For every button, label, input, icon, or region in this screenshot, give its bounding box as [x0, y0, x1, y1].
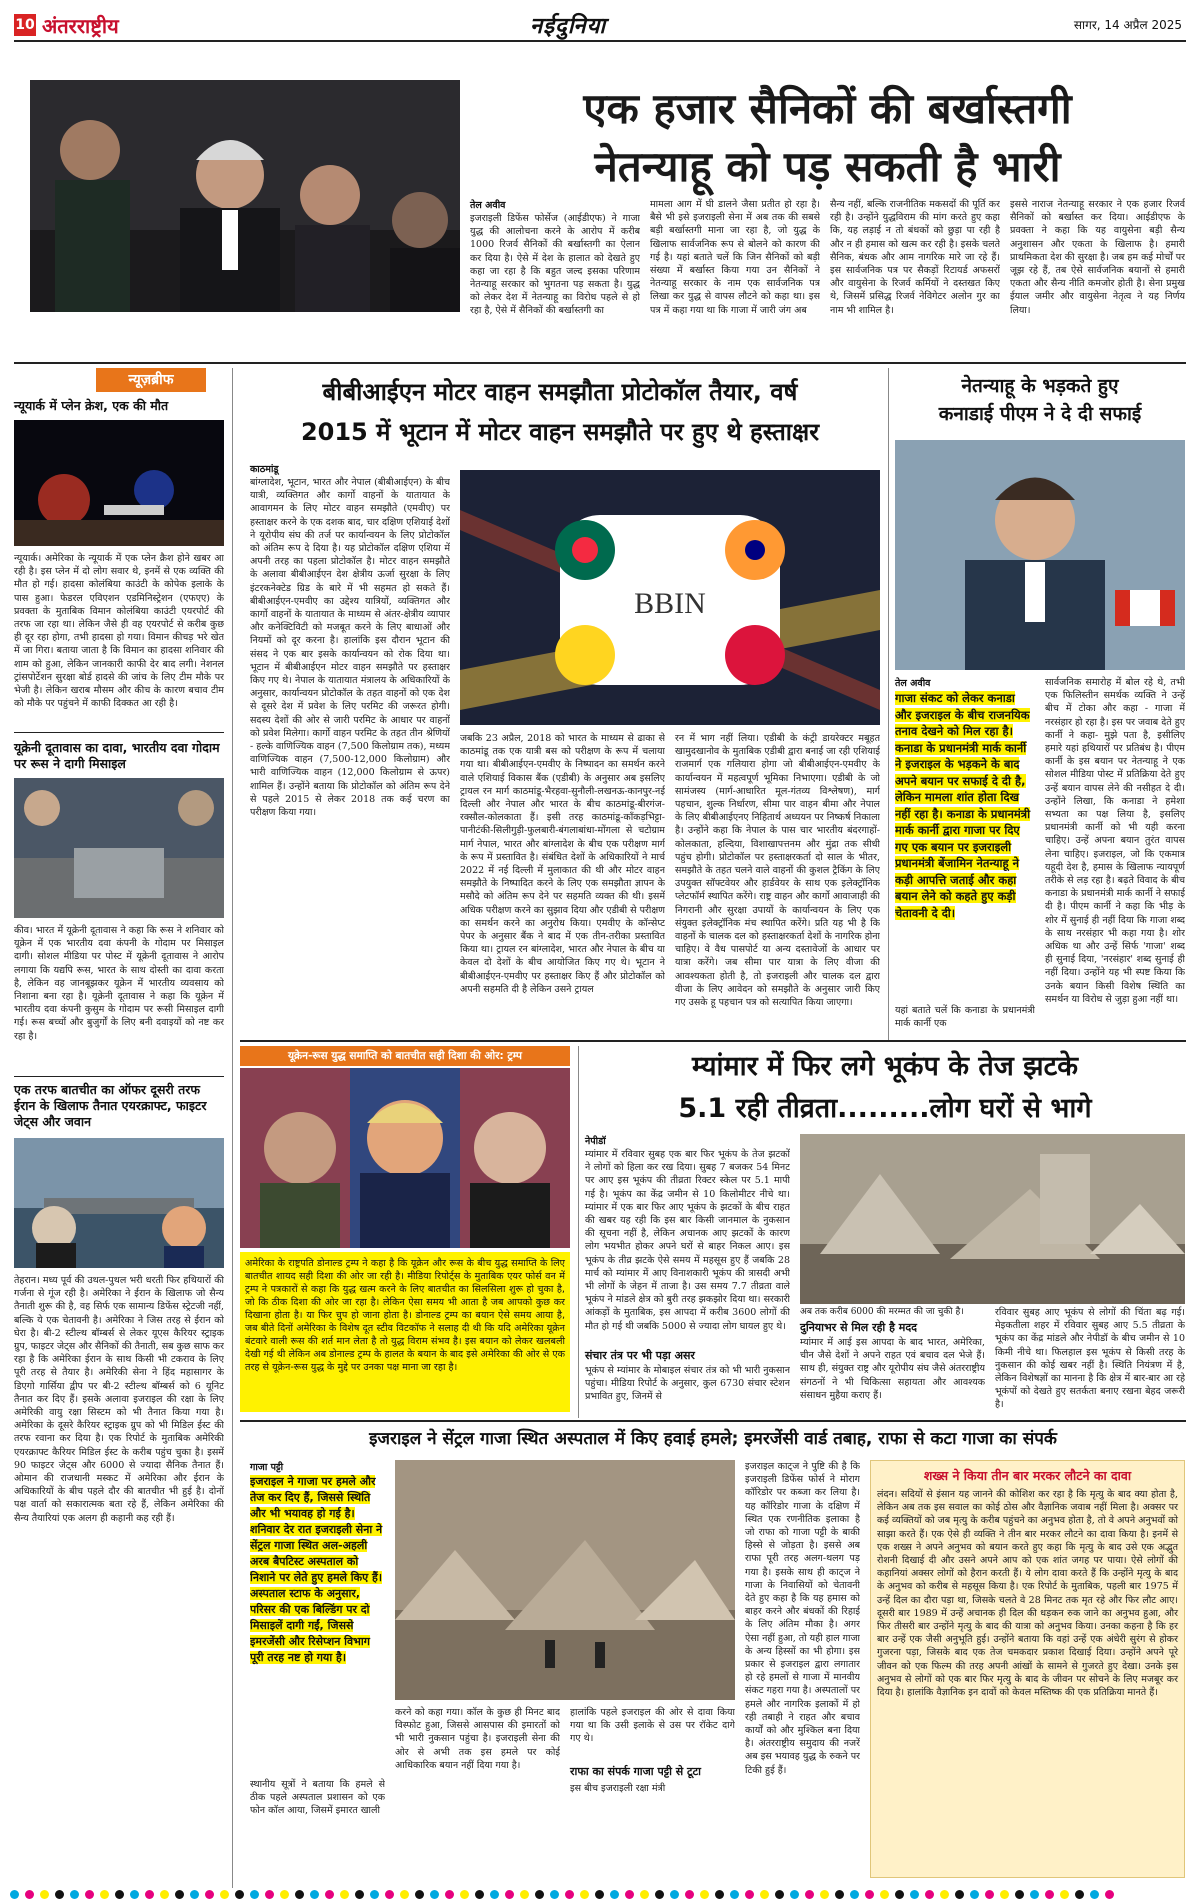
- registration-dot: [160, 1890, 169, 1899]
- registration-dot: [1105, 1890, 1114, 1899]
- gaza-photo: [395, 1460, 735, 1700]
- myanmar-photo-caption: अब तक करीब 6000 की मरम्मत की जा चुकी है।: [800, 1307, 964, 1317]
- registration-dot: [205, 1890, 214, 1899]
- bbin-dateline: काठमांडू: [250, 464, 279, 475]
- gaza-dateline: गाजा पट्टी: [250, 1462, 284, 1473]
- registration-dot: [220, 1890, 229, 1899]
- lead-headline-line1: एक हजार सैनिकों की बर्खास्तगी: [583, 84, 1072, 133]
- near-death-title: शख्स ने किया तीन बार मरकर लौटने का दावा: [923, 1468, 1132, 1483]
- brief2-title: यूक्रेनी दूतावास का दावा, भारतीय दवा गोदाम पर रूस ने दागी मिसाइल: [14, 740, 220, 771]
- myanmar-col3: रविवार सुबह आए भूकंप से लोगों की चिंता बढ़ गई। मेइकतीला शहर में रविवार सुबह आए 5.5 तीव्रता के भूकंप का केंद्र मांडले और नेपीडॉ के बीच जमीन से 10 किमी नीचे था। फिलहाल इस भूकंप से किसी तरह के नुकसान की कोई खबर नहीं है। स्थिति नियंत्रण में है, लेकिन विशेषज्ञों का मानना है कि क्षेत्र में बार-बार आ रहे भूकंपों को देखते हुए सतर्कता बनाए रखना बेहद जरूरी है।: [995, 1307, 1185, 1411]
- registration-dot: [1045, 1890, 1054, 1899]
- myanmar-headline-line1: म्यांमार में फिर लगे भूकंप के तेज झटके: [692, 1051, 1078, 1082]
- registration-dot: [265, 1890, 274, 1899]
- zelensky-putin-image: [14, 778, 224, 918]
- registration-dot: [970, 1890, 979, 1899]
- trudeau-photo: [895, 440, 1185, 670]
- bbin-logo-graphic: [460, 470, 880, 725]
- registration-dot: [325, 1890, 334, 1899]
- bbin-headline-line2: 2015 में भूटान में मोटर वाहन समझौते पर हुए थे हस्ताक्षर: [300, 418, 820, 446]
- trudeau-headline: [895, 372, 1185, 428]
- registration-dot: [535, 1890, 544, 1899]
- gaza-col3b: इस बीच इजराइली रक्षा मंत्री: [570, 1783, 666, 1794]
- gaza-col2: करने को कहा गया। कॉल के कुछ ही मिनट बाद विस्फोट हुआ, जिससे आसपास की इमारतों को भी भारी नुकसान पहुंचा है। इजराइली सेना की ओर से अभी तक इस हमले पर कोई आधिकारिक बयान नहीं दिया गया है।: [395, 1707, 560, 1771]
- ukraine-photo: [14, 778, 224, 918]
- trudeau-headline-line2: कनाडाई पीएम ने दे दी सफाई: [938, 403, 1142, 425]
- myanmar-subhead1: संचार तंत्र पर भी पड़ा असर: [585, 1349, 695, 1362]
- registration-dot: [1075, 1890, 1084, 1899]
- registration-dot: [850, 1890, 859, 1899]
- registration-dot: [235, 1890, 244, 1899]
- gaza-subhead: राफा का संपर्क गाजा पट्टी से टूटा: [570, 1765, 701, 1778]
- earthquake-rubble-image: [800, 1134, 1185, 1304]
- registration-dot: [715, 1890, 724, 1899]
- page-number: 10: [14, 14, 36, 36]
- registration-dot: [775, 1890, 784, 1899]
- section-title: अंतरराष्ट्रीय: [42, 14, 119, 38]
- registration-dot: [940, 1890, 949, 1899]
- registration-dot: [610, 1890, 619, 1899]
- registration-dot: [430, 1890, 439, 1899]
- trump-text-box: [240, 1252, 570, 1412]
- color-registration-strip: [0, 1888, 1200, 1900]
- brief2-text: कीव। भारत में यूक्रेनी दूतावास ने कहा कि रूस ने शनिवार को यूक्रेन में एक भारतीय दवा कंपनी के गोदाम पर मिसाइल दागी। सोशल मीडिया पर पोस्ट में यूक्रेनी दूतावास ने आरोप लगाया कि यद्यपि रूस, भारत के साथ दोस्ती का दावा करता है, लेकिन वह जानबूझकर यूक्रेन में भारतीय व्यवसाय को निशाना बना रहा है। यूक्रेनी दूतावास ने कहा कि यूक्रेन में भारतीय दवा कंपनी कुसुम के गोदाम पर रूसी मिसाइल दागी गई। रूस बच्चों और बुजुर्गों के लिए बनी दवाइयों को नष्ट कर रहा है।: [14, 925, 224, 1042]
- bbin-headline: [240, 372, 880, 452]
- registration-dot: [415, 1890, 424, 1899]
- registration-dot: [385, 1890, 394, 1899]
- gaza-col4: इजराइल काट्ज ने पुष्टि की है कि इजराइली डिफेंस फोर्स ने मोराग कॉरिडोर पर कब्जा कर लिया है। यह कॉरिडोर गाजा के दक्षिण में स्थित एक रणनीतिक इलाका है जो राफा को गाजा पट्टी के बाकी हिस्से से जोड़ता है। इससे अब राफा पूरी तरह अलग-थलग पड़ गया है। इसके साथ ही काट्ज ने गाजा के निवासियों को चेतावनी देते हुए कहा है कि यह हमास को बाहर करने और बंधकों की रिहाई के लिए अंतिम मौका है। अगर ऐसा नहीं हुआ, तो यही हाल गाजा के अन्य हिस्सों का भी होगा। इस प्रकार से इजराइल द्वारा लगातार हो रहे हमलों से गाजा में मानवीय संकट गहरा गया है। अस्पतालों पर हमले और नागरिक इलाकों में हो रही तबाही ने राहत और बचाव कार्यों को और मुश्किल बना दिया है। अंतरराष्ट्रीय समुदाय की नजरें अब इस भयावह युद्ध के रुकने पर टिकी हुई हैं।: [745, 1461, 860, 1776]
- myanmar-col1: म्यांमार में रविवार सुबह एक बार फिर भूकंप के तेज झटकों ने लोगों को हिला कर रख दिया। सुबह 7 बजकर 54 मिनट पर आए इस भूकंप की तीव्रता रिक्टर स्केल पर 5.1 मापी गई है। भूकंप का केंद्र जमीन से 10 किलोमीटर नीचे था। म्यांमार में एक बार फिर आए भूकंप के झटकों के बीच राहत की खबर यह रही कि इस बार किसी जानमाल के नुकसान की सूचना नहीं है, लेकिन अचानक आए झटकों के कारण लोग भयभीत होकर अपने घरों से बाहर निकल आए। इस भूकंप के तीव्र झटके ऐसे समय में महसूस हुए हैं जबकि 28 मार्च को म्यांमार में आए विनाशकारी भूकंप की त्रासदी अभी भी लोगों के जेहन में ताजा है। उस समय 7.7 तीव्रता वाले भूकंप ने मांडले क्षेत्र को बुरी तरह झकझोर दिया था। सरकारी आंकड़ों के मुताबिक, इस आपदा में करीब 3600 लोगों की मौत हो गई थी जबकि 5000 से ज्यादा लोग घायल हुए थे।: [585, 1149, 790, 1332]
- registration-dot: [1030, 1890, 1039, 1899]
- registration-dot: [520, 1890, 529, 1899]
- gaza-highlight-text: इजराइल ने गाजा पर हमले और तेज कर दिए हैं, जिससे स्थिति और भी भयावह हो गई है। शनिवार देर रात इजराइली सेना ने सेंट्रल गाजा स्थित अल-अहली अरब बैपटिस्ट अस्पताल को निशाने पर लेते हुए हमले किए हैं। अस्पताल स्टाफ के अनुसार, परिसर की एक बिल्डिंग पर दो मिसाइलें दागी गईं, जिससे इमरजेंसी और रिसेप्शन विभाग पूरी तरह नष्ट हो गया है।: [250, 1475, 383, 1664]
- trudeau-col2: सार्वजनिक समारोह में बोल रहे थे, तभी एक फिलिस्तीन समर्थक व्यक्ति ने उन्हें बीच में टोका और कहा - गाजा में नरसंहार हो रहा है। इस पर जवाब देते हुए कार्नी ने कहा- मुझे पता है, इसीलिए हमारे यहां हथियारों पर प्रतिबंध है। पीएम कार्नी के इस बयान पर नेतन्याहू ने एक सोशल मीडिया पोस्ट में प्रतिक्रिया देते हुए उन्हें बयान वापस लेने की नसीहत दे दी। उन्होंने लिखा, कि कनाडा ने हमेशा सभ्यता का पक्ष लिया है, इसलिए प्रधानमंत्री कार्नी को भी यही करना चाहिए। उन्हें अपना बयान तुरंत वापस लेना चाहिए। इजराइल, जो कि एकमात्र यहूदी देश है, हमास के खिलाफ न्यायपूर्ण तरीके से लड़ रहा है। बढ़ते विवाद के बीच कनाडा के प्रधानमंत्री मार्क कार्नी ने सफाई दी है। पीएम कार्नी ने कहा कि भीड़ के शोर में सुनाई ही नहीं दिया कि गाजा शब्द के साथ नरसंहार भी कहा गया है। शोर अधिक था और उन्हें सिर्फ 'गाजा' शब्द ही सुनाई दिया, 'नरसंहार' शब्द सुनाई ही नहीं दिया। उन्होंने यह भी स्पष्ट किया कि उनके बयान किसी विशेष स्थिति का समर्थन या विरोध से जुड़ा हुआ नहीं था।: [1045, 677, 1185, 1005]
- bbin-col2: जबकि 23 अप्रैल, 2018 को भारत के माध्यम से ढाका से काठमांडू तक एक यात्री बस को परीक्षण के रूप में चलाया गया था। बीबीआईएन-एमवीए के निष्पादन का समर्थन करने वाले एशियाई विकास बैंक (एडीबी) के अनुसार अब इसलिए ट्रायल रन मार्ग काठमांडू-भैरहवा-सुनौली-लखनऊ-कानपुर-नई दिल्ली और नेपाल और भारत के बीच काठमांडू-बीरगंज-रक्सौल-कोलकाता हैं। इसी तरह काठमांडू-काँकड़भिट्टा-पानीटंकी-सिलीगुड़ी-फुलबारी-बंगलाबांधा-मोंगला से चटोग्राम मार्ग नेपाल, भारत और बांग्लादेश के बीच एक परीक्षण मार्ग के रूप में प्रस्तावित है। संबंधित देशों के अधिकारियों ने मार्च 2022 में नई दिल्ली में मुलाकात की थी और मोटर वाहन समझौते के निष्पादित करने के लिए एक समझौता ज्ञापन के मसौदे को अंतिम रूप देने पर सहमति व्यक्त की थी। इसमें अधिक परीक्षण करने का सुझाव दिया और एडीबी से परीक्षण का समर्थन करने का अनुरोध किया। एमवीए के कॉन्सेप्ट पेपर के अनुसार बैंक ने बाद में एक तीन-तरीका प्रस्तावित किया था। ट्रायल रन बांग्लादेश, भारत और नेपाल के बीच या केवल दो देशों के बीच आयोजित किए गए थे। भूटान ने बीबीआईएन-एमवीए पर हस्ताक्षर किए हैं और प्रोटोकॉल को अपनी सहमति दी है लेकिन उसने ट्रायल: [460, 733, 665, 995]
- registration-dot: [70, 1890, 79, 1899]
- registration-dot: [730, 1890, 739, 1899]
- plane-crash-photo: [14, 420, 224, 546]
- bbin-flags-image: [460, 470, 880, 725]
- registration-dot: [25, 1890, 34, 1899]
- registration-dot: [640, 1890, 649, 1899]
- registration-dot: [310, 1890, 319, 1899]
- netanyahu-cabinet-image: [30, 80, 460, 312]
- registration-dot: [460, 1890, 469, 1899]
- registration-dot: [760, 1890, 769, 1899]
- registration-dot: [625, 1890, 634, 1899]
- registration-dot: [910, 1890, 919, 1899]
- registration-dot: [835, 1890, 844, 1899]
- registration-dot: [655, 1890, 664, 1899]
- lead-headline: [470, 80, 1185, 196]
- registration-dot: [820, 1890, 829, 1899]
- registration-dot: [745, 1890, 754, 1899]
- registration-dot: [580, 1890, 589, 1899]
- khamenei-trump-carrier-image: [14, 1138, 224, 1268]
- zelensky-trump-putin-image: [240, 1068, 570, 1248]
- lead-headline-line2: नेतन्याहू को पड़ सकती है भारी: [594, 142, 1061, 191]
- gaza-destruction-image: [395, 1460, 735, 1700]
- trudeau-highlight-tail: यहां बताते चलें कि कनाडा के प्रधानमंत्री मार्क कार्नी एक: [895, 1005, 1035, 1030]
- bbin-logo-text: BBIN: [634, 587, 706, 620]
- myanmar-photo: [800, 1134, 1185, 1304]
- gaza-col3: हालांकि पहले इजराइल की ओर से दावा किया गया था कि उसी इलाके से उस पर रॉकेट दागे गए थे।: [570, 1707, 735, 1745]
- canadian-pm-image: [895, 440, 1185, 670]
- lead-col3: सैन्य नहीं, बल्कि राजनीतिक मकसदों की पूर्ति कर रही है। उन्होंने युद्धविराम की मांग करते हुए कहा कि, यह लड़ाई न तो बंधकों को छुड़ा पा रही है और न ही हमास को खत्म कर रही है। इसके चलते सैनिक, बंधक और आम नागरिक मारे जा रहे हैं। इस सार्वजनिक पत्र पर सैकड़ों रिटायर्ड अफसरों और वायुसेना के रिजर्व कर्मियों ने दस्तखत किए थे, जिसमें प्रसिद्ध रिजर्व नेविगेटर अलोन गुर का नाम भी शामिल है।: [830, 199, 1000, 316]
- registration-dot: [370, 1890, 379, 1899]
- registration-dot: [925, 1890, 934, 1899]
- registration-dot: [1090, 1890, 1099, 1899]
- gaza-highlight: [250, 1474, 385, 1774]
- brief3-text: तेहरान। मध्य पूर्व की उथल-पुथल भरी धरती फिर हथियारों की गर्जना से गूंज रही है। अमेरिका ने ईरान के खिलाफ जो सैन्य तैनाती शुरू की है, वह सिर्फ एक सामान्य डिफेंस स्ट्रेटजी नहीं, बल्कि ये एक चेतावनी है। अमेरिका ने जिस तरह से ईरान को घेरा है। बी-2 स्टील्थ बॉम्बर्स से लेकर यूएस कैरियर स्ट्राइक ग्रुप, फाइटर जेट्स और सैनिकों की तैनाती, सब कुछ साफ कर रहा है कि अमेरिका ईरान के साथ किसी भी टकराव के लिए पूरी तरह से तैयार है। अमेरिकी सेना ने हिंद महासागर के डिएगो गार्सिया द्वीप पर बी-2 स्टील्थ बॉम्बर्स को 6 यूनिट तैनात कर दिए हैं। इसके अलावा इजराइल की रक्षा के लिए अमेरिकी वायु रक्षा सिस्टम को भी तैनात किया गया है। अमेरिका के दूसरे कैरियर स्ट्राइक ग्रुप को भी मिडिल ईस्ट की तरफ रवाना कर दिया है। एक रिपोर्ट के मुताबिक अमेरिकी एयरक्राफ्ट कैरियर मिडिल ईस्ट के करीब पहुंच चुका है। इसमें 90 फाइटर जेट्स और 6000 से ज्यादा सैनिक तैनात हैं। ओमान की राजधानी मस्कट में अमेरिका और ईरान के अधिकारियों के बीच पहले दौर की बातचीत भी हुई है। दोनों पक्ष वार्ता को सकारात्मक बता रहे हैं, लेकिन अमेरिका की सैन्य तैयारियां एक अलग ही कहानी कह रही हैं।: [14, 1275, 224, 1524]
- plane-crash-image: [14, 420, 224, 546]
- trudeau-highlight: [895, 690, 1035, 1000]
- registration-dot: [115, 1890, 124, 1899]
- myanmar-col2: म्यांमार में आई इस आपदा के बाद भारत, अमेरिका, चीन जैसे देशों ने अपने राहत एवं बचाव दल भेजे हैं। साथ ही, संयुक्त राष्ट्र और यूरोपीय संघ जैसे अंतरराष्ट्रीय संगठनों ने भी चिकित्सा सहायता और आवश्यक संसाधन मुहैया कराए हैं।: [800, 1337, 985, 1401]
- trump-text: अमेरिका के राष्ट्रपति डोनाल्ड ट्रम्प ने कहा है कि यूक्रेन और रूस के बीच युद्ध समाप्ति के लिए बातचीत शायद सही दिशा की ओर जा रही है। मीडिया रिपोर्ट्स के मुताबिक एयर फोर्स वन में ट्रम्प ने पत्रकारों से कहा कि युद्ध खत्म करने के लिए बातचीत का सिलसिला शुरू हो चुका है, जो कि ठीक दिशा की ओर जा रहा है। लेकिन ऐसा समय भी आता है जब आपको कुछ कर दिखाना होता है। या फिर चुप हो जाना होता है। डोनाल्ड ट्रम्प का बयान ऐसे समय आया है, जब बीते दिनों अमेरिका के विशेष दूत स्टीव विटकॉफ ने सलाह दी थी कि यदि अमेरिका यूक्रेन बंटवारे वाली रूस की शर्त मान लेता है तो युद्ध विराम संभव है। इस बयान को लेकर खलबली देखी गई थी लेकिन अब डोनाल्ड ट्रम्प के हालत के बयान के बाद इसे अमेरिका की ओर से एक तरह से यूक्रेन-रूस युद्ध के मुद्दे पर उनका पक्ष माना जा रहा है।: [245, 1258, 565, 1373]
- registration-dot: [700, 1890, 709, 1899]
- registration-dot: [190, 1890, 199, 1899]
- trump-photo: [240, 1068, 570, 1248]
- registration-dot: [40, 1890, 49, 1899]
- registration-dot: [1060, 1890, 1069, 1899]
- registration-dot: [685, 1890, 694, 1899]
- registration-dot: [445, 1890, 454, 1899]
- registration-dot: [100, 1890, 109, 1899]
- registration-dot: [10, 1890, 19, 1899]
- trudeau-headline-line1: नेतन्याहू के भड़कते हुए: [961, 375, 1119, 397]
- registration-dot: [565, 1890, 574, 1899]
- registration-dot: [130, 1890, 139, 1899]
- registration-dot: [595, 1890, 604, 1899]
- lead-col4: इससे नाराज नेतन्याहू सरकार ने एक हजार रिजर्व सैनिकों को बर्खास्त कर दिया। आईडीएफ के प्रवक्ता ने कहा कि यह वायुसेना बड़ी सैन्य अनुशासन और एकता के खिलाफ है। हमारी प्राथमिकता देश की सुरक्षा है। जब हम कई मोर्चों पर जूझ रहे हैं, तब ऐसे सार्वजनिक बयानों से हमारी एकता और सैन्य नीति कमजोर होती है। सेना प्रमुख ईयाल जमीर और वायुसेना नेतृत्व ने यह निर्णय लिया।: [1010, 199, 1185, 316]
- trudeau-dateline: तेल अवीव: [895, 678, 931, 689]
- lead-col2: मामला आग में घी डालने जैसा प्रतीत हो रहा है। बैसे भी इसे इजराइली सेना में अब तक की सबसे बड़ी बर्खास्तगी माना जा रहा है, जो युद्ध के खिलाफ सार्वजनिक रूप से बोलने को कारण की गई है। यहां बताते चलें कि जिन सैनिकों को बड़ी संख्या में बर्खास्त किया गया उन सैनिकों ने नेतन्याहू सरकार के नाम एक सार्वजनिक पत्र लिखा कर युद्ध से वापस लौटने को कहा था। इस पत्र में कहा गया था कि गाजा में जारी जंग अब: [650, 199, 820, 316]
- registration-dot: [805, 1890, 814, 1899]
- near-death-text: लंदन। सदियों से इंसान यह जानने की कोशिश कर रहा है कि मृत्यु के बाद क्या होता है, लेकिन अब तक इस सवाल का कोई ठोस और वैज्ञानिक जवाब नहीं मिला है। अक्सर पर कई व्यक्तियों को जब मृत्यु के करीब पहुंचने का अनुभव होता है, तो वे अपने अनुभवों को साझा करते हैं। एक ऐसे ही व्यक्ति ने तीन बार मरकर लौटने का दावा किया है। इनमें से एक शख्स ने अपने अनुभव को बयान करते हुए कहा कि मृत्यु के बाद उसे एक अद्भुत रोशनी दिखाई दी और उसने अपने आप को एक शांत जगह पर पाया। ऐसे लोगों की कहानियां अक्सर लोगों को हैरान करती हैं। ये लोग दावा करते हैं कि उन्होंने मृत्यु के बाद के अनुभव को करीब से महसूस किया है। एक रिपोर्ट के मुताबिक, पहली बार 1975 में उन्हें दिल का दौरा पड़ा था, जिसके चलते वे 28 मिनट तक मृत रहे और फिर लौट आए। दूसरी बार 1989 में उन्हें अचानक ही दिल की धड़कन रुक जाने का अनुभव हुआ, और फिर तीसरी बार उन्होंने मृत्यु के बाद की यात्रा को अनुभव किया। उनका कहना है कि हर बार उन्हें एक जैसी अनुभूति हुई। उन्होंने बताया कि वहां उन्हें एक अंधेरी सुरंग से होकर गुजरना पड़ा, जिसके बाद एक तेज चमकदार प्रकाश दिखाई दिया। उन्होंने अपने पूरे जीवन को एक फिल्म की तरह अपनी आंखों के सामने से गुजरते हुए देखा। उनके इस अनुभव से लोगों को एक बार फिर मृत्यु के बाद के जीवन पर सोचने के लिए मजबूर कर दिया है। हालांकि वैज्ञानिक इन दावों को केवल मस्तिष्क की एक प्रतिक्रिया मानते हैं।: [877, 1489, 1178, 1699]
- registration-dot: [55, 1890, 64, 1899]
- registration-dot: [505, 1890, 514, 1899]
- registration-dot: [175, 1890, 184, 1899]
- lead-photo: [30, 80, 460, 312]
- gaza-col1-tail: स्थानीय सूत्रों ने बताया कि हमले से ठीक पहले अस्पताल प्रशासन को एक फोन कॉल आया, जिसमें इमारत खाली: [250, 1779, 385, 1817]
- myanmar-headline-line2: 5.1 रही तीव्रता.........लोग घरों से भागे: [678, 1093, 1092, 1124]
- trump-banner: यूक्रेन-रूस युद्ध समाप्ति को बातचीत सही दिशा की ओर: ट्रम्प: [240, 1046, 570, 1066]
- news-brief-label: न्यूज़ब्रीफ: [96, 368, 206, 392]
- bbin-col1: बांग्लादेश, भूटान, भारत और नेपाल (बीबीआईएन) के बीच यात्री, व्यक्तिगत और कार्गो वाहनों के यातायात के आवागमन के लिए मोटर वाहन समझौते (एमवीए) पर हस्ताक्षर करने के एक दशक बाद, चार दक्षिण एशियाई देशों ने यूरोपीय संघ की तर्ज पर कार्यान्वयन के लिए प्रोटोकॉल को अंतिम रूप दे दिया है। यह प्रोटोकॉल दक्षिण एशिया में अपनी तरह का पहला प्रोटोकॉल है। मोटर वाहन समझौते के अलावा बीबीआईएन देश क्षेत्रीय ऊर्जा सुरक्षा के लिए इंटरकनेक्टेड ग्रिड के बारे में भी सहमत हो सकते हैं। बीबीआईएन-एमवीए का उद्देश्य यात्रियों, व्यक्तिगत और कार्गो वाहनों के यातायात के माध्यम से अंतर-क्षेत्रीय व्यापार और कनेक्टिविटी को मजबूत करने के लिए बाधाओं और नियमों को दूर करना है। हालांकि इस दौरान भूटान की संसद ने एक बार इसके कार्यान्वयन को रोक दिया था। भूटान में बीबीआईएन मोटर वाहन समझौते पर हस्ताक्षर किए गए थे। नेपाल के यातायात मंत्रालय के अधिकारियों के अनुसार, कार्यान्वयन प्रोटोकॉल के तहत वाहनों को एक देश से दूसरे देश में प्रवेश के लिए परमिट की जरूरत होगी। सदस्य देशों की ओर से जारी परमिट के आधार पर वाहनों को प्रवेश मिलेगा। कार्गो वाहन परमिट के तहत तीन श्रेणियों - हल्के वाणिज्यिक वाहन (7,500 किलोग्राम तक), मध्यम वाणिज्यिक वाहन (7,500-12,000 किलोग्राम) और भारी वाणिज्यिक वाहन (12,000 किलोग्राम से ऊपर) शामिल हैं। उन्होंने बताया कि प्रोटोकॉल को अंतिम रूप देने से पहले 2015 से लेकर 2018 तक कई चरण का परीक्षण किया गया।: [250, 477, 450, 819]
- near-death-box: [870, 1460, 1185, 1878]
- registration-dot: [340, 1890, 349, 1899]
- gaza-headline: इजराइल ने सेंट्रल गाजा स्थित अस्पताल में किए हवाई हमले; इमरजेंसी वार्ड तबाह, राफा से कटा गाजा का संपर्क: [369, 1429, 1057, 1449]
- registration-dot: [475, 1890, 484, 1899]
- registration-dot: [550, 1890, 559, 1899]
- lead-dateline: तेल अवीव: [470, 200, 506, 211]
- registration-dot: [1000, 1890, 1009, 1899]
- registration-dot: [670, 1890, 679, 1899]
- lead-col1: इजराइली डिफेंस फोर्सेज (आईडीएफ) ने गाजा युद्ध की आलोचना करने के आरोप में करीब 1000 रिजर्व सैनिकों की बर्खास्तगी का ऐलान कर दिया है। ऐसे में देश के हालात को देखते हुए कहा जा रहा है कि बहुत जल्द इसका परिणाम नेतन्याहू सरकार को भुगतना पड़ सकता है। युद्ध को लेकर देश में नेतन्याहू का विरोध पहले से हो रहा है, ऐसे में सैनिकों की बर्खास्तगी का: [470, 213, 640, 317]
- myanmar-dateline: नेपीडॉ: [585, 1136, 606, 1147]
- registration-dot: [985, 1890, 994, 1899]
- myanmar-subhead2: दुनियाभर से मिल रही है मदद: [800, 1321, 918, 1334]
- registration-dot: [145, 1890, 154, 1899]
- registration-dot: [955, 1890, 964, 1899]
- bbin-col3: रन में भाग नहीं लिया। एडीबी के कंट्री डायरेक्टर मबूहत खामुदखानोव के मुताबिक एडीबी द्वारा बनाई जा रही एशियाई राजमार्ग एक गलियारा होगा जो बीबीआईएन-एमवीए के कार्यान्वयन में महत्वपूर्ण भूमिका निभाएगा। एडीबी के जो सामंजस्य (मार्ग-आधारित मूल-गंतव्य विश्लेषण), मार्ग पहचान, शुल्क निर्धारण, सीमा पार वाहन बीमा और नेपाल के लिए बीबीआईएनए निहितार्थ अध्ययन पर निष्कर्ष निकाला है। उन्होंने कहा कि नेपाल के पास चार भारतीय बंदरगाहों-कोलकाता, हल्दिया, विशाखापत्तनम और मुंद्रा तक सीधी पहुंच होगी। प्रोटोकॉल पर हस्ताक्षरकर्ता दो साल के भीतर, समझौते के तहत चलने वाले वाहनों की कुशल ट्रैकिंग के लिए उपयुक्त सॉफ्टवेयर और हार्डवेयर के साथ एक इलेक्ट्रॉनिक प्लेटफॉर्म स्थापित करेंगे। राष्ट्र वाहन और कार्गो आवाजाही की निगरानी और सुरक्षा उपायों के कार्यान्वयन के लिए एक संयुक्त इलेक्ट्रॉनिक मंच स्थापित करेंगे। प्रति यह भी है कि वाहनों के चालक दल को हस्ताक्षरकर्ता देशों के नागरिक होना चाहिए। वे वैध पासपोर्ट या अन्य दस्तावेजों के आधार पर यात्रा करेंगे। जब सीमा पार यात्रा के लिए वीजा की आवश्यकता होती है, तो इजराइली और चालक दल द्वारा वीजा के लिए आवेदन को समझौते के अनुसार जारी किए गए उसके हू पहचान पत्र को सत्यापित किया जाएगा।: [675, 733, 880, 1009]
- news-brief-column: [14, 368, 224, 1888]
- registration-dot: [865, 1890, 874, 1899]
- myanmar-col1b: भूकंप से म्यांमार के मोबाइल संचार तंत्र को भी भारी नुकसान पहुंचा। मीडिया रिपोर्ट के अनुसार, कुल 6730 संचार स्टेशन प्रभावित हुए, जिनमें से: [585, 1365, 790, 1403]
- brief1-title: न्यूयार्क में प्लेन क्रेश, एक की मौत: [14, 398, 169, 413]
- masthead-logo: नईदुनिया: [530, 14, 607, 39]
- registration-dot: [295, 1890, 304, 1899]
- myanmar-headline: [585, 1046, 1185, 1130]
- registration-dot: [880, 1890, 889, 1899]
- page-header: [0, 0, 1200, 42]
- issue-date: सागर, 14 अप्रैल 2025: [1073, 18, 1182, 32]
- trudeau-highlight-text: गाजा संकट को लेकर कनाडा और इजराइल के बीच राजनयिक तनाव देखने को मिल रहा है। कनाडा के प्रधानमंत्री मार्क कार्नी ने इजराइल के भड़कने के बाद अपने बयान पर सफाई दे दी है, लेकिन मामला शांत होता दिख नहीं रहा है। कनाडा के प्रधानमंत्री मार्क कार्नी द्वारा गाजा पर दिए गए एक बयान पर इजराइली प्रधानमंत्री बेंजामिन नेतन्याहू ने कड़ी आपत्ति जताई और कहा बयान लेने को कहते हुए कड़ी चेतावनी दे दी।: [895, 691, 1031, 920]
- iran-us-photo: [14, 1138, 224, 1268]
- brief3-title: एक तरफ बातचीत का ऑफर दूसरी तरफ ईरान के खिलाफ तैनात एयरक्राफ्ट, फाइटर जेट्स और जवान: [14, 1082, 207, 1129]
- registration-dot: [790, 1890, 799, 1899]
- bbin-headline-line1: बीबीआईएन मोटर वाहन समझौता प्रोटोकॉल तैयार, वर्ष: [322, 378, 798, 406]
- registration-dot: [895, 1890, 904, 1899]
- registration-dot: [400, 1890, 409, 1899]
- brief1-text: न्यूयार्क। अमेरिका के न्यूयार्क में एक प्लेन क्रैश होने खबर आ रही है। इस प्लेन में दो लोग सवार थे, इनमें से एक व्यक्ति की मौत हो गई। हादसा कोलंबिया काउंटी के कोपेक इलाके के पास हुआ। फेडरल एविएशन एडमिनिस्ट्रेशन (एफएए) के प्रवक्ता के मुताबिक विमान कोलंबिया काउंटी एयरपोर्ट की तरफ जा रहा था। लेकिन जैसे ही वह एयरपोर्ट से करीब कुछ ही दूर रहा होगा, तभी हादसा हो गया। विमान कीचड़ भरे खेत में जा गिरा। बताया जाता है कि विमान का हादसा शनिवार की शाम को हुआ, लेकिन जानकारी काफी देर बाद लगी। नेशनल ट्रांसपोर्टेशन सुरक्षा बोर्ड हादसे की जांच के लिए टीम मौके पर भेजी है। लेकिन खराब मौसम और कीच के कारण बचाव टीम को मौके पर पहुंचने में काफी दिक्कत आ रही है।: [14, 553, 224, 710]
- registration-dot: [280, 1890, 289, 1899]
- registration-dot: [490, 1890, 499, 1899]
- registration-dot: [1015, 1890, 1024, 1899]
- registration-dot: [355, 1890, 364, 1899]
- registration-dot: [250, 1890, 259, 1899]
- registration-dot: [85, 1890, 94, 1899]
